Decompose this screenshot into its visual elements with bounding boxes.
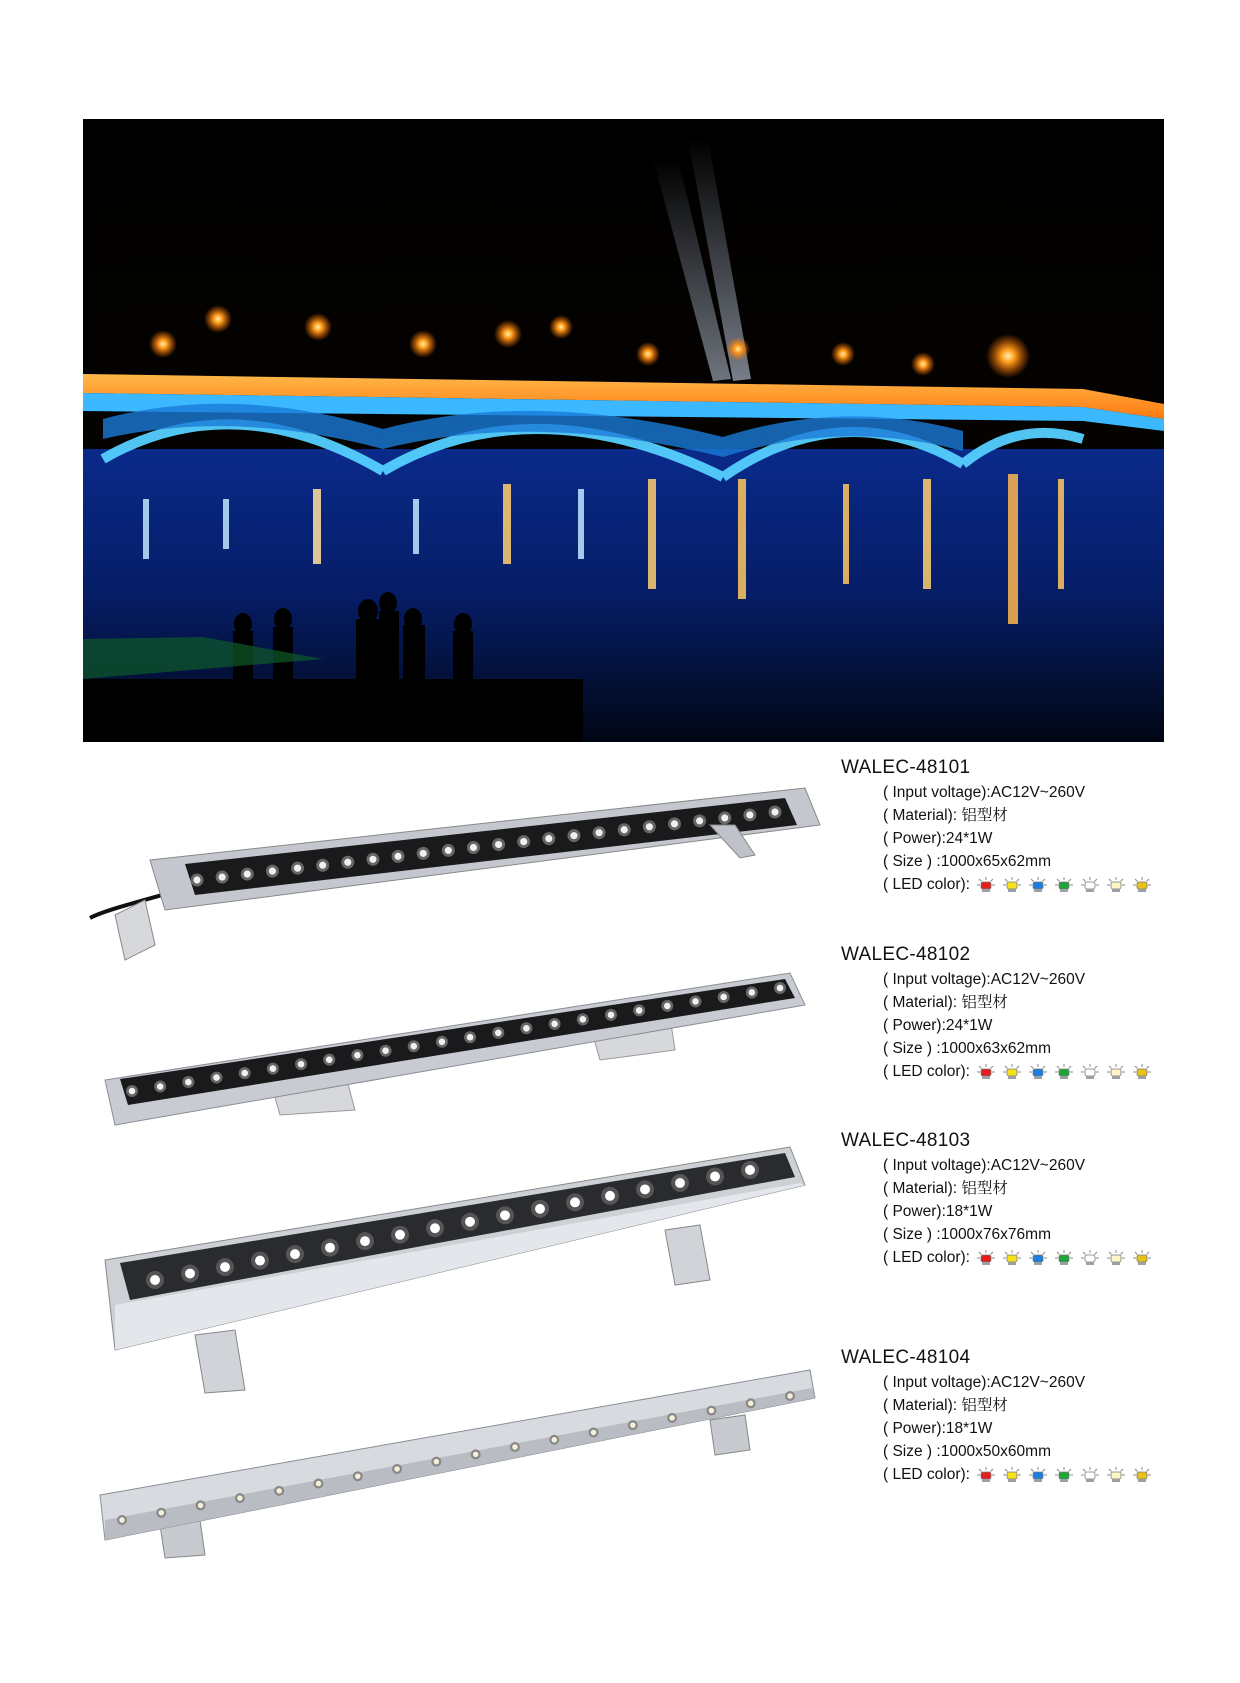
led-red-icon [977, 1250, 995, 1266]
model-number: WALEC-48104 [841, 1347, 971, 1368]
led-lens-core [621, 826, 628, 833]
led-blue-icon [1029, 877, 1047, 893]
led-lens-core [344, 859, 351, 866]
led-lens-core [382, 1047, 389, 1054]
led-rgb-icon [1133, 1064, 1151, 1080]
led-lens-core [394, 1466, 400, 1472]
material: ( Material): 铝型材 [883, 1397, 1008, 1414]
led-lens-core [439, 1038, 446, 1045]
led-red-icon [977, 877, 995, 893]
led-lens-core [237, 1495, 243, 1501]
led-lens-core [129, 1088, 136, 1095]
material: ( Material): 铝型材 [883, 1180, 1008, 1197]
wall-washer-48101-svg [85, 770, 825, 970]
led-lens-core [746, 811, 753, 818]
model-number: WALEC-48101 [841, 757, 971, 778]
led-lens-core [671, 820, 678, 827]
led-lens-core [692, 998, 699, 1005]
led-lens-core [470, 844, 477, 851]
led-warm-white-icon [1107, 1250, 1125, 1266]
led-lens-core [276, 1488, 282, 1494]
spec-block-48102 [841, 943, 1171, 1083]
led-lens-core [394, 853, 401, 860]
led-lens-core [570, 832, 577, 839]
product-image-48103 [100, 1145, 820, 1395]
led-yellow-icon [1003, 1250, 1021, 1266]
led-blue-icon [1029, 1467, 1047, 1483]
led-lens-core [605, 1191, 615, 1201]
led-color-swatches [977, 1064, 1151, 1080]
led-lens-core [410, 1043, 417, 1050]
led-lens-core [579, 1016, 586, 1023]
led-lens-core [157, 1083, 164, 1090]
led-lens-core [467, 1034, 474, 1041]
input-voltage: ( Input voltage):AC12V~260V [883, 971, 1086, 988]
led-lens-core [551, 1437, 557, 1443]
led-lens-core [500, 1210, 510, 1220]
led-lens-core [591, 1430, 597, 1436]
led-red-icon [977, 1064, 995, 1080]
wall-washer-48104-svg [100, 1360, 820, 1570]
led-lens-core [720, 994, 727, 1001]
bridge-night-photo [83, 119, 1164, 742]
led-lens-core [269, 868, 276, 875]
led-lens-core [745, 1165, 755, 1175]
led-green-icon [1055, 1250, 1073, 1266]
led-lens-core [354, 1052, 361, 1059]
led-color-row [883, 1246, 1171, 1269]
led-lens-core [771, 808, 778, 815]
power: ( Power):18*1W [883, 1203, 993, 1220]
led-green-icon [1055, 1467, 1073, 1483]
led-lens-core [255, 1256, 265, 1266]
led-lens-core [570, 1197, 580, 1207]
led-white-icon [1081, 1250, 1099, 1266]
input-voltage: ( Input voltage):AC12V~260V [883, 784, 1086, 801]
led-lens-core [465, 1217, 475, 1227]
led-lens-core [316, 1481, 322, 1487]
led-lens-core [721, 814, 728, 821]
led-lens-core [535, 1204, 545, 1214]
led-color-row [883, 1463, 1171, 1486]
led-lens-core [369, 856, 376, 863]
led-lens-core [220, 1262, 230, 1272]
spec-block-48104 [841, 1346, 1171, 1486]
led-lens-core [198, 1503, 204, 1509]
led-lens-core [185, 1269, 195, 1279]
led-lens-core [420, 850, 427, 857]
led-lens-core [290, 1249, 300, 1259]
led-color-swatches [977, 877, 1151, 893]
led-lens-core [664, 1003, 671, 1010]
led-green-icon [1055, 1064, 1073, 1080]
size: ( Size ) :1000x63x62mm [883, 1040, 1051, 1057]
led-lens-core [669, 1415, 675, 1421]
led-blue-icon [1029, 1064, 1047, 1080]
led-lens-core [710, 1172, 720, 1182]
led-lens-core [185, 1079, 192, 1086]
led-blue-icon [1029, 1250, 1047, 1266]
led-lens-core [495, 1029, 502, 1036]
led-lens-core [294, 865, 301, 872]
led-lens-core [325, 1243, 335, 1253]
led-color-swatches [977, 1250, 1151, 1266]
led-lens-core [596, 829, 603, 836]
led-lens-core [777, 985, 784, 992]
led-lens-core [119, 1517, 125, 1523]
led-lens-core [150, 1275, 160, 1285]
model-number: WALEC-48103 [841, 1130, 971, 1151]
led-lens-core [495, 841, 502, 848]
model-number: WALEC-48102 [841, 944, 971, 965]
led-lens-core [787, 1393, 793, 1399]
led-lens-core [520, 838, 527, 845]
led-lens-core [360, 1236, 370, 1246]
led-lens-core [270, 1065, 277, 1072]
size: ( Size ) :1000x65x62mm [883, 853, 1051, 870]
input-voltage: ( Input voltage):AC12V~260V [883, 1157, 1086, 1174]
material: ( Material): 铝型材 [883, 807, 1008, 824]
led-lens-core [241, 1070, 248, 1077]
led-color-label: ( LED color): [883, 1063, 970, 1080]
power: ( Power):24*1W [883, 830, 993, 847]
led-lens-core [434, 1459, 440, 1465]
led-color-row [883, 873, 1171, 896]
led-yellow-icon [1003, 877, 1021, 893]
led-lens-core [244, 871, 251, 878]
led-color-label: ( LED color): [883, 1466, 970, 1483]
led-lens-core [193, 876, 200, 883]
led-lens-core [696, 817, 703, 824]
led-rgb-icon [1133, 1467, 1151, 1483]
product-image-48104 [100, 1360, 820, 1570]
led-lens-core [473, 1452, 479, 1458]
led-white-icon [1081, 1467, 1099, 1483]
led-lens-core [636, 1007, 643, 1014]
led-lens-core [395, 1230, 405, 1240]
led-lens-core [430, 1223, 440, 1233]
led-lens-core [319, 862, 326, 869]
led-color-row [883, 1060, 1171, 1083]
led-rgb-icon [1133, 1250, 1151, 1266]
led-warm-white-icon [1107, 1467, 1125, 1483]
spec-block-48103 [841, 1129, 1171, 1269]
led-lens-core [545, 835, 552, 842]
power: ( Power):24*1W [883, 1017, 993, 1034]
led-lens-core [608, 1012, 615, 1019]
led-red-icon [977, 1467, 995, 1483]
led-lens-core [445, 847, 452, 854]
led-lens-core [748, 1401, 754, 1407]
input-voltage: ( Input voltage):AC12V~260V [883, 1374, 1086, 1391]
led-lens-core [709, 1408, 715, 1414]
led-warm-white-icon [1107, 877, 1125, 893]
wall-washer-48103-svg [100, 1145, 820, 1395]
led-warm-white-icon [1107, 1064, 1125, 1080]
material: ( Material): 铝型材 [883, 994, 1008, 1011]
led-lens-core [213, 1074, 220, 1081]
led-lens-core [675, 1178, 685, 1188]
led-color-label: ( LED color): [883, 1249, 970, 1266]
size: ( Size ) :1000x76x76mm [883, 1226, 1051, 1243]
led-lens-core [159, 1510, 165, 1516]
product-image-48101 [85, 770, 825, 970]
led-lens-core [551, 1021, 558, 1028]
led-lens-core [326, 1056, 333, 1063]
led-color-swatches [977, 1467, 1151, 1483]
spec-block-48101 [841, 756, 1171, 896]
led-lens-core [298, 1061, 305, 1068]
product-image-48102 [100, 965, 820, 1150]
led-lens-core [523, 1025, 530, 1032]
led-lens-core [219, 873, 226, 880]
power: ( Power):18*1W [883, 1420, 993, 1437]
led-lens-core [640, 1184, 650, 1194]
led-lens-core [646, 823, 653, 830]
led-white-icon [1081, 877, 1099, 893]
led-white-icon [1081, 1064, 1099, 1080]
led-rgb-icon [1133, 877, 1151, 893]
led-green-icon [1055, 877, 1073, 893]
led-lens-core [749, 989, 756, 996]
led-color-label: ( LED color): [883, 876, 970, 893]
led-yellow-icon [1003, 1064, 1021, 1080]
led-yellow-icon [1003, 1467, 1021, 1483]
led-lens-core [512, 1444, 518, 1450]
wall-washer-48102-svg [100, 965, 820, 1150]
led-lens-core [355, 1473, 361, 1479]
led-lens-core [630, 1422, 636, 1428]
size: ( Size ) :1000x50x60mm [883, 1443, 1051, 1460]
bridge-photo-svg [83, 119, 1164, 742]
